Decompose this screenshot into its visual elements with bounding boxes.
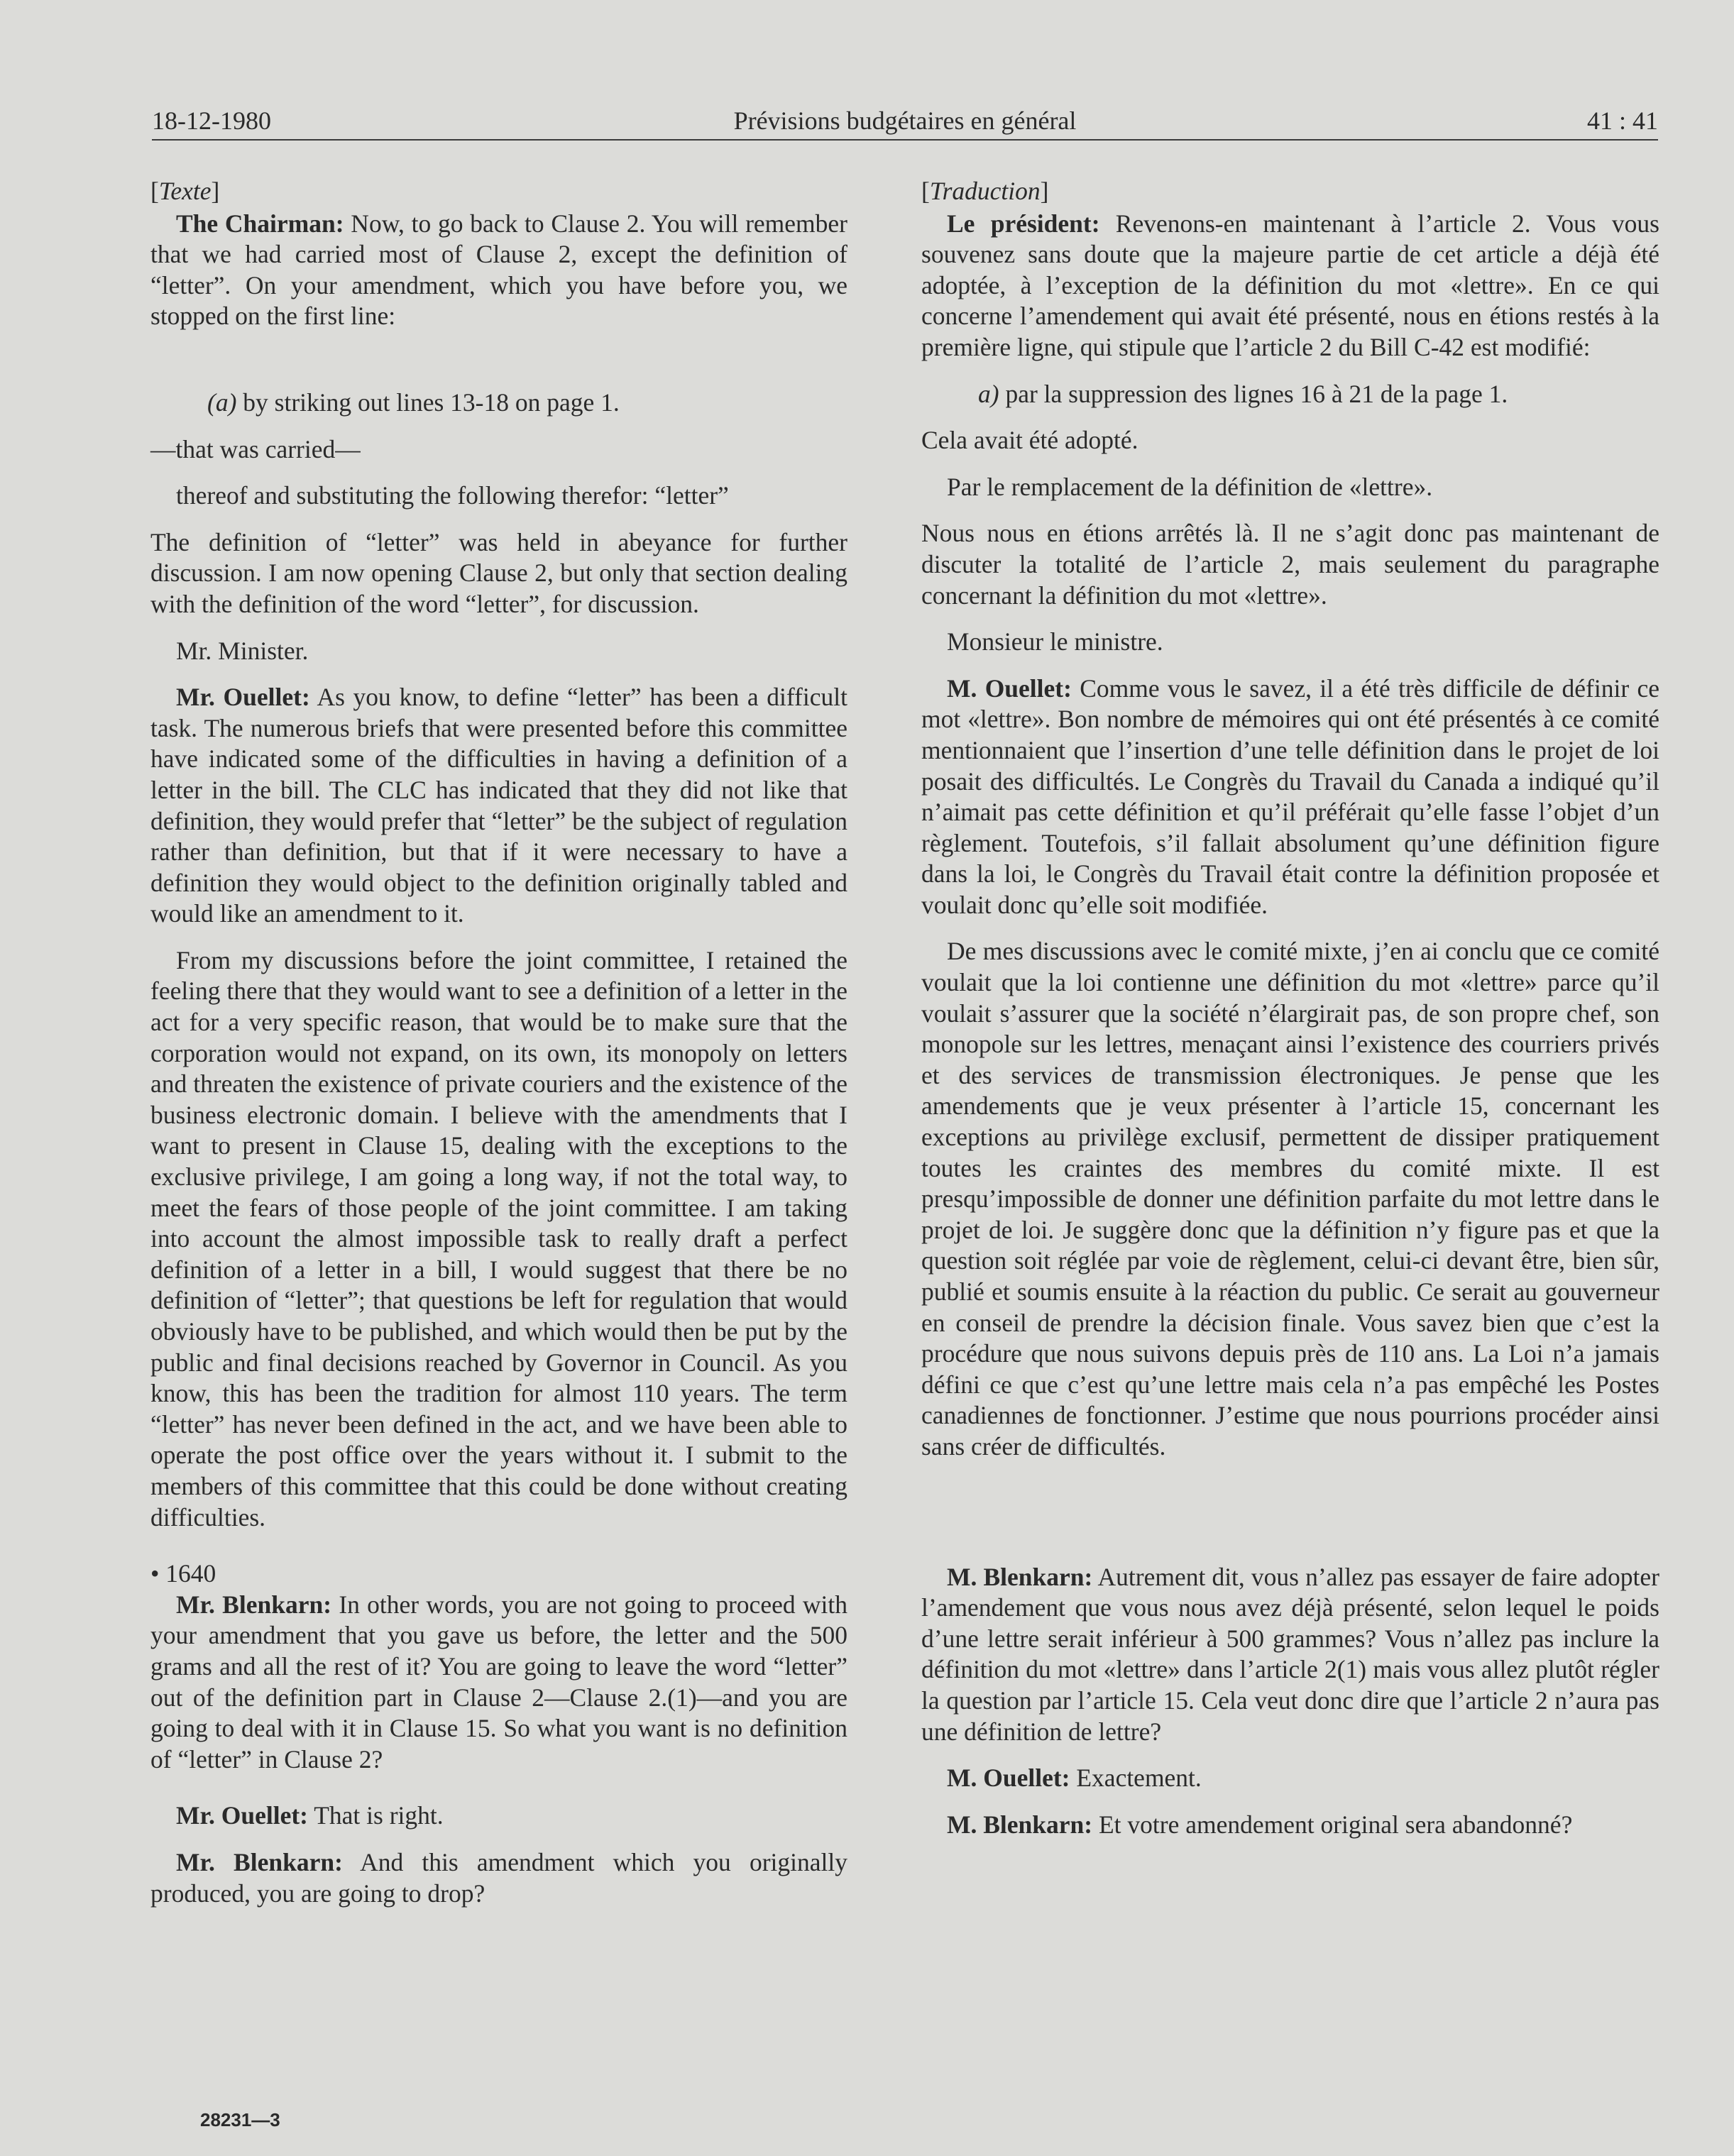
paragraph: M. Blenkarn: Autrement dit, vous n’allez pas essayer de faire adopter l’amendement que vous nous avez déjà présenté, selon lequel le poids d’une lettre serait inférieur à 500 grammes? Vous n’allez pas inclure la définition du mot «lettre» dans l’article 2(1) mais vous allez plutôt régler la question par l’article 15. Cela veut donc dire que l’article 2 n’aura pas une définition de lettre? [921, 1562, 1659, 1746]
header-title: Prévisions budgétaires en général [733, 106, 1077, 135]
time-marker: • 1640 [150, 1559, 216, 1588]
paragraph: Mr. Minister. [176, 636, 309, 665]
header-page-number: 41 : 41 [1586, 106, 1658, 135]
paragraph: Mr. Ouellet: That is right. [176, 1801, 444, 1830]
paragraph: thereof and substituting the following therefor: “letter” [176, 481, 729, 510]
page-header [152, 105, 1658, 141]
paragraph: Mr. Blenkarn: And this amendment which you originally produced, you are going to drop? [150, 1847, 847, 1908]
speaker: Mr. Ouellet: [176, 1801, 308, 1830]
speaker: Mr. Blenkarn: [176, 1847, 343, 1876]
paragraph: M. Ouellet: Exactement. [947, 1764, 1202, 1793]
speaker: M. Blenkarn: [947, 1810, 1093, 1839]
header-date: 18-12-1980 [152, 106, 271, 135]
paragraph: Le président: Revenons-en maintenant à l’article 2. Vous vous souvenez sans doute que la majeure partie de cet article a déjà été adoptée, à l’exception de la définition du mot «lettre». En ce qui concerne l’amendement qui avait été présenté, nous en étions restés à la première ligne, qui stipule que l’article 2 du Bill C-42 est modifié: [921, 209, 1659, 361]
paragraph: —that was carried— [150, 434, 361, 463]
print-code: 28231—3 [200, 2109, 280, 2130]
paragraph: Par le remplacement de la définition de «lettre». [947, 472, 1433, 501]
quoted-amendment: a) par la suppression des lignes 16 à 21 de la page 1. [978, 379, 1508, 408]
paragraph: Mr. Ouellet: As you know, to define “letter” has been a difficult task. The numerous briefs that were presented before this committee have indicated some of the difficulties in having a definition of a letter in the bill. The CLC has indicated that they did not like that definition, they would prefer that “letter” be the subject of regulation rather than definition, but that if it were necessary to have a definition they would object to the definition originally tabled and would like an amendment to it. [150, 683, 847, 928]
speaker: Mr. Blenkarn: [176, 1590, 332, 1619]
paragraph: De mes discussions avec le comité mixte, j’en ai conclu que ce comité voulait que la loi contienne une définition du mot «lettre» parce qu’il voulait s’assurer que la société n’élargirait pas, de son propre chef, son monopole sur les lettres, menaçant ainsi l’existence des courriers privés et des services de transmission électroniques. Je pense que les amendements que je veux présenter à l’article 15, concernant les exceptions au privilège exclusif, permettent de dissiper pratiquement toutes les craintes des membres du comité mixte. Il est presqu’impossible de donner une définition parfaite du mot lettre dans le projet de loi. Je suggère donc que la définition n’y figure pas et que la question soit réglée par voie de règlement, celui-ci devant être, bien sûr, publié et soumis ensuite à la réaction du public. Ce serait au gouverneur en conseil de prendre la décision finale. Vous savez bien que c’est la procédure que nous suivons depuis près de 110 ans. La Loi n’a jamais défini ce que c’est qu’une lettre mais cela n’a pas empêché les Postes canadiennes de fonctionner. J’estime que nous pourrions procéder ainsi sans créer de difficultés. [921, 937, 1659, 1461]
speaker: M. Blenkarn: [947, 1562, 1093, 1591]
speaker: Mr. Ouellet: [176, 683, 310, 712]
quoted-amendment: (a) by striking out lines 13-18 on page 1. [207, 387, 620, 417]
english-column [150, 176, 847, 1909]
paragraph: M. Blenkarn: Et votre amendement original sera abandonné? [947, 1810, 1573, 1839]
paragraph: The Chairman: Now, to go back to Clause 2. You will remember that we had carried most of Clause 2, except the definition of “letter”. On your amendment, which you have before you, we stopped on the first line: [150, 209, 847, 331]
paragraph: Mr. Blenkarn: In other words, you are not going to proceed with your amendment that you gave us before, the letter and the 500 grams and all the rest of it? You are going to leave the word “letter” out of the definition part in Clause 2—Clause 2.(1)—and you are going to deal with it in Clause 15. So what you want is no definition of “letter” in Clause 2? [150, 1590, 847, 1773]
paragraph: Nous nous en étions arrêtés là. Il ne s’agit donc pas maintenant de discuter la totalité de l’article 2, mais seulement du paragraphe concernant la définition du mot «lettre». [921, 519, 1659, 610]
text-tag: [Texte] [150, 177, 220, 205]
paragraph: Cela avait été adopté. [921, 426, 1138, 455]
translation-tag: [Traduction] [921, 177, 1049, 205]
paragraph: M. Ouellet: Comme vous le savez, il a été très difficile de définir ce mot «lettre». Bon nombre de mémoires qui ont été présentés à ce comité mentionnaient que l’insertion d’une telle définition dans le projet de loi posait des difficultés. Le Congrès du Travail du Canada a indiqué qu’il n’aimait pas cette définition et qu’il préférait qu’elle fasse l’objet d’un règlement. Toutefois, s’il fallait absolument qu’une définition figure dans la loi, le Congrès du Travail était contre la définition proposée et voulait donc qu’elle soit modifiée. [921, 673, 1659, 919]
paragraph: Monsieur le ministre. [947, 627, 1163, 656]
paragraph: The definition of “letter” was held in abeyance for further discussion. I am now opening Clause 2, but only that section dealing with the definition of the word “letter”, for discussion. [150, 527, 847, 618]
paragraph: From my discussions before the joint committee, I retained the feeling there that they would want to see a definition of a letter in the act for a very specific reason, that would be to make sure that the corporation would not expand, on its own, its monopoly on letters and threaten the existence of private couriers and the existence of the business electronic domain. I believe with the amendments that I want to present in Clause 15, dealing with the exceptions to the exclusive privilege, I am going a long way, if not the total way, to meet the fears of those people of the joint committee. I am taking into account the almost impossible task to really draft a perfect definition of a letter in a bill, I would suggest that there be no definition of “letter”; that questions be left for regulation that would obviously have to be published, and which would then be put by the public and final decisions reached by Governor in Council. As you know, this has been the tradition for almost 110 years. The term “letter” has never been defined in the act, and we have been able to operate the post office over the years without it. I submit to the members of this committee that this could be done without creating difficulties. [150, 945, 847, 1531]
french-column [921, 176, 1659, 1840]
header-rule [152, 139, 1658, 141]
speaker: Le président: [947, 209, 1100, 238]
speaker: The Chairman: [176, 209, 344, 238]
speaker: M. Ouellet: [947, 1764, 1070, 1793]
speaker: M. Ouellet: [947, 673, 1072, 703]
